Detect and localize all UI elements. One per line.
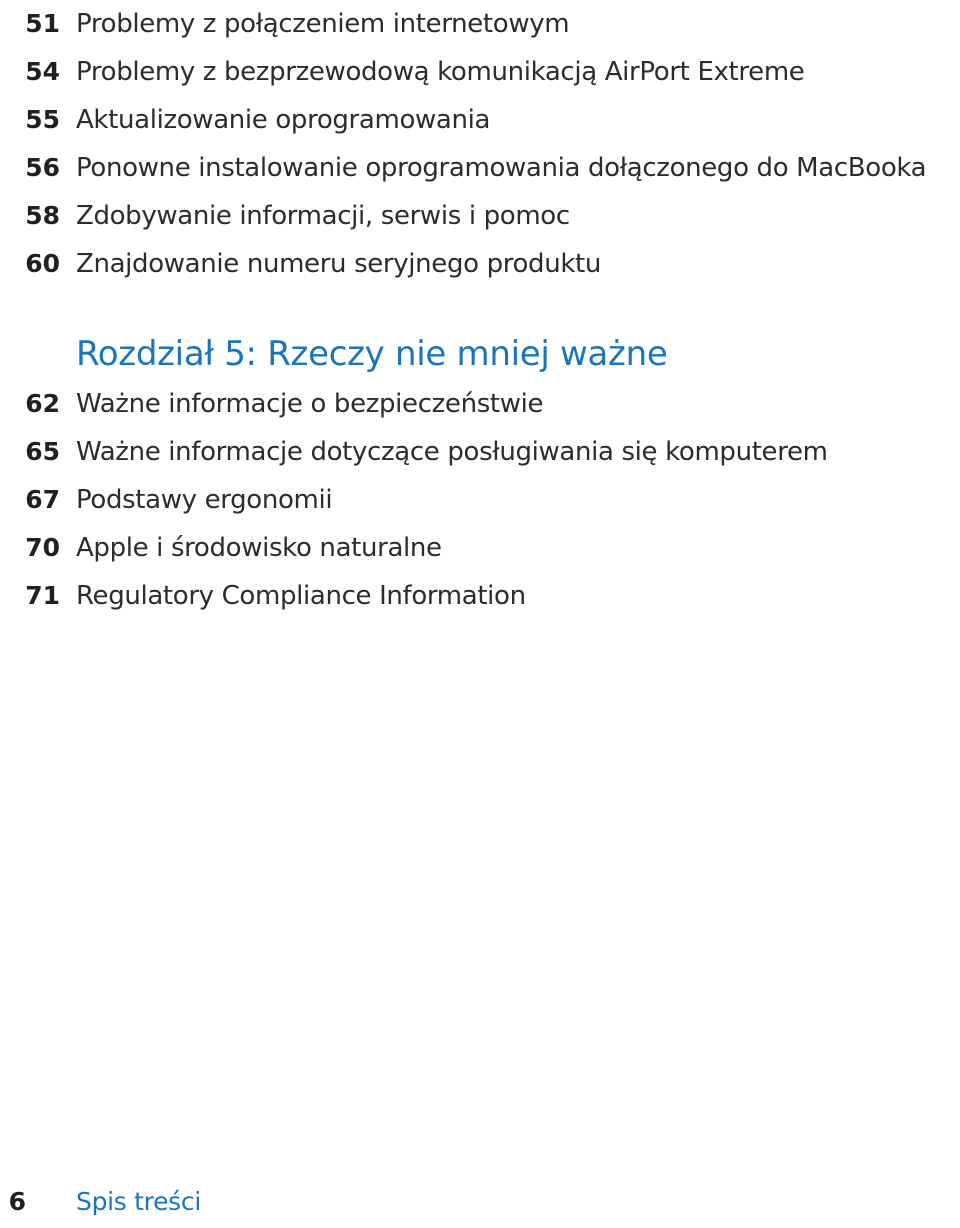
toc-entry-55[interactable] (0, 96, 960, 144)
toc-entry-title[interactable]: Zdobywanie informacji, serwis i pomoc (76, 201, 570, 231)
toc-entry-title[interactable]: Problemy z połączeniem internetowym (76, 9, 570, 39)
page-footer (0, 1180, 960, 1224)
toc-page-number: 70 (25, 533, 60, 562)
toc-page-number: 62 (25, 389, 60, 418)
toc-entry-title[interactable]: Podstawy ergonomii (76, 485, 333, 515)
toc-entry-65[interactable] (0, 428, 960, 476)
toc-entry-title[interactable]: Problemy z bezprzewodową komunikacją AirPort Extreme (76, 57, 805, 87)
toc-entry-51[interactable] (0, 0, 960, 48)
footer-page-number: 6 (8, 1187, 26, 1216)
toc-entry-title[interactable]: Znajdowanie numeru seryjnego produktu (76, 249, 602, 279)
toc-page-number: 71 (25, 581, 60, 610)
toc-entry-54[interactable] (0, 48, 960, 96)
toc-entry-62[interactable] (0, 380, 960, 428)
toc-page-number: 55 (25, 105, 60, 134)
toc-page-number: 54 (25, 57, 60, 86)
footer-section-title: Spis treści (76, 1187, 201, 1216)
toc-entry-title[interactable]: Apple i środowisko naturalne (76, 533, 442, 563)
toc-entry-56[interactable] (0, 144, 960, 192)
toc-entry-title[interactable]: Regulatory Compliance Information (76, 581, 526, 611)
toc-entry-title[interactable]: Aktualizowanie oprogramowania (76, 105, 491, 135)
toc-page-number: 58 (25, 201, 60, 230)
toc-list-before-chapter (0, 0, 960, 288)
toc-entry-58[interactable] (0, 192, 960, 240)
toc-entry-title[interactable]: Ważne informacje dotyczące posługiwania się komputerem (76, 437, 828, 467)
toc-entry-70[interactable] (0, 524, 960, 572)
toc-page-number: 67 (25, 485, 60, 514)
toc-page-number: 65 (25, 437, 60, 466)
toc-entry-60[interactable] (0, 240, 960, 288)
toc-page-number: 60 (25, 249, 60, 278)
toc-entry-71[interactable] (0, 572, 960, 620)
toc-list-chapter-5 (0, 380, 960, 620)
toc-page-number: 51 (25, 9, 60, 38)
chapter-heading: Rozdział 5: Rzeczy nie mniej ważne (76, 334, 668, 374)
toc-entry-title[interactable]: Ponowne instalowanie oprogramowania dołączonego do MacBooka (76, 153, 927, 183)
toc-entry-67[interactable] (0, 476, 960, 524)
toc-entry-title[interactable]: Ważne informacje o bezpieczeństwie (76, 389, 544, 419)
toc-page-number: 56 (25, 153, 60, 182)
